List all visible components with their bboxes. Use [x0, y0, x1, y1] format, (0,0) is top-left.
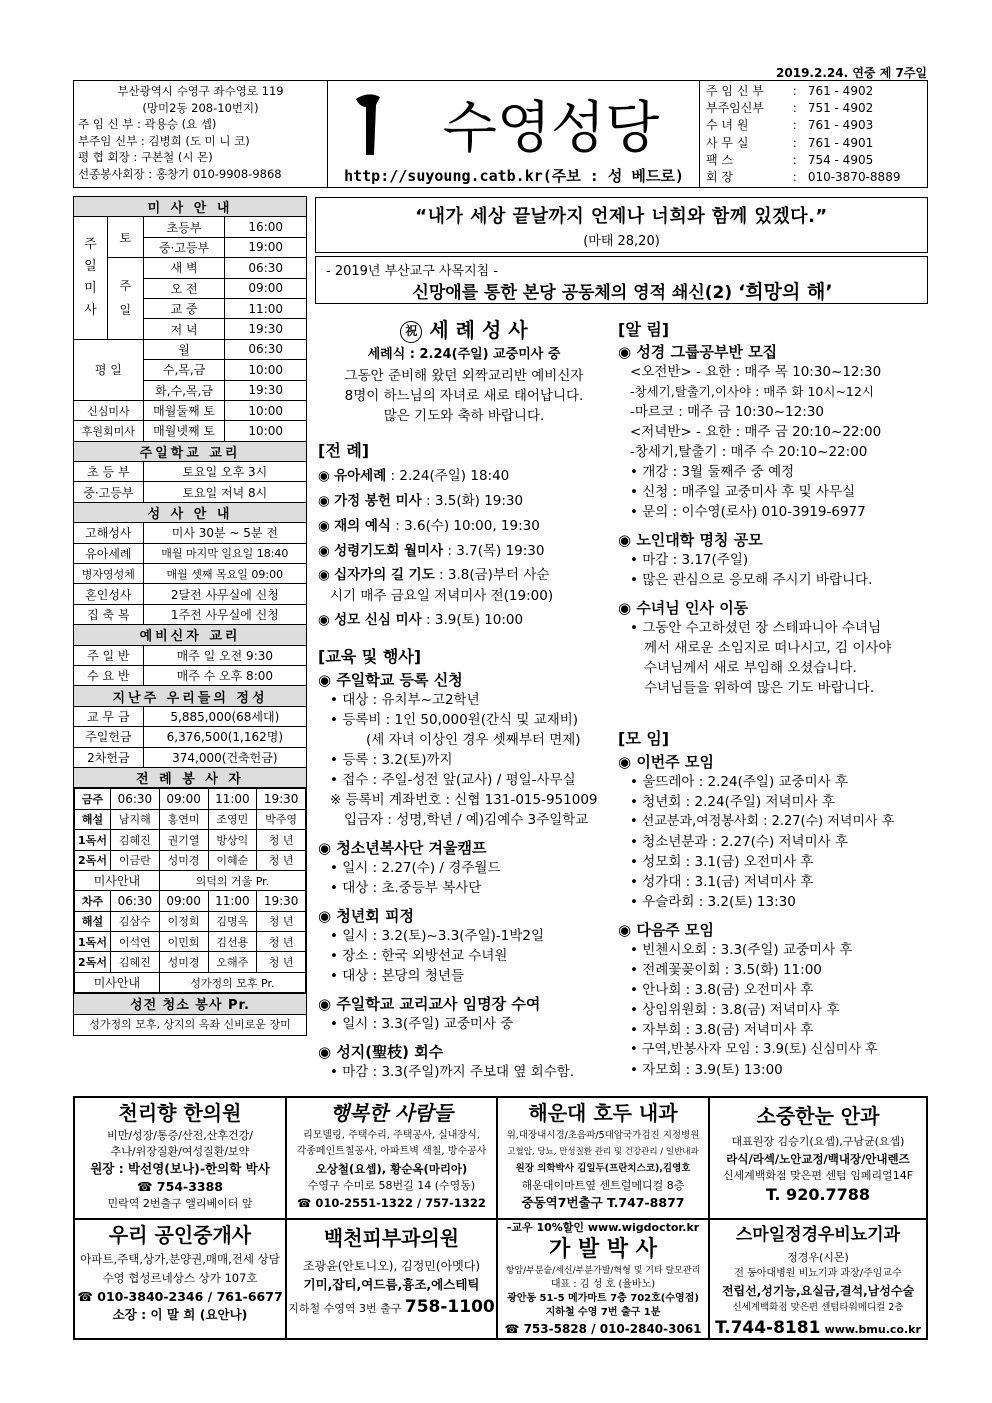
- servers-head: 06:30: [111, 891, 160, 911]
- edu-line: • 등록비 : 1인 50,000원(간식 및 교재비): [330, 712, 579, 728]
- meet-line: • 성모회 : 3.1(금) 오전미사 후: [630, 854, 814, 870]
- address-line: (망미2동 208-10번지): [142, 100, 259, 115]
- edu-line: 입금자 : 성명,학년 / 예)김예수 3주일학교: [344, 812, 589, 828]
- sacrament-name: 병자영성체: [74, 564, 144, 584]
- servers-head: 차주: [75, 891, 111, 911]
- servers-head: 09:00: [159, 891, 208, 911]
- ad-line: 고혈압, 당뇨, 만성질환 관리 및 건강관리 / 일반내과: [507, 1147, 699, 1157]
- server-name: 박주영: [257, 809, 306, 829]
- server-name: 방상익: [208, 830, 257, 850]
- ad-line: T. 920.7788: [765, 1185, 871, 1204]
- mass-day: 매월넷째 토: [143, 421, 225, 441]
- ad-wig: [497, 1219, 709, 1339]
- ad-eye-clinic: [709, 1097, 927, 1219]
- ad-clinic: [74, 1097, 286, 1219]
- edu-line: • 대상 : 유치부~고2학년: [330, 692, 480, 708]
- phone-row: 팩 스 ： 754 - 4905: [706, 152, 874, 167]
- server-name: 성미경: [159, 952, 208, 972]
- server-role: 1독서: [75, 830, 111, 850]
- ad-internal-medicine: [497, 1097, 709, 1219]
- servers-head: 19:30: [257, 789, 306, 809]
- server-name: 홍연미: [159, 809, 208, 829]
- sacrament-name: 고해성사: [74, 523, 144, 543]
- meet-line: • 청년회 : 2.24(주일) 저녁미사 후: [630, 794, 835, 810]
- ad-line: 라식/라섹/노안교정/백내장/안내렌즈: [726, 1152, 910, 1166]
- phone-row: 주 임 신 부 ： 761 - 4902: [706, 84, 874, 98]
- sacrament-info: 매월 마지막 일요일 18:40: [143, 543, 306, 563]
- sacrament-title: 성 사 안 내: [74, 502, 307, 522]
- ad-line: 광안동 51-5 메가마트 7층 702호(수영점): [507, 1293, 699, 1304]
- school-name: 중·고등부: [74, 482, 144, 502]
- notice-line: • 개강 : 3월 둘째주 중 예정: [630, 464, 795, 480]
- notice-line: 께서 새로운 소임지로 떠나시고, 김 이사야: [644, 640, 892, 656]
- title-block: [328, 81, 700, 187]
- cleaning-groups: 성가정의 모후, 상지의 옥좌 신비로운 장미: [74, 1014, 307, 1035]
- offering-name: 교 무 금: [74, 706, 144, 726]
- ad-title: 백천피부과의원: [323, 1226, 460, 1250]
- center-column: [318, 316, 610, 1082]
- mass-time: 11:00: [225, 298, 307, 318]
- address-line: 부산광역시 수영구 좌수영로 119: [117, 84, 284, 98]
- mass-time: 10:00: [225, 421, 307, 441]
- ad-line: 비만/성장/통증/산전,산후건강/: [107, 1129, 253, 1142]
- ad-title: 스마일정경우비뇨기과: [735, 1225, 901, 1245]
- edu-item: ◉ 주일학교 등록 신청: [318, 671, 463, 689]
- server-name: 이석연: [111, 932, 160, 952]
- mass-time: 19:30: [225, 380, 307, 400]
- class-time: 매주 일 오전 9:30: [143, 645, 306, 665]
- ad-line: 오상철(요셉), 황순옥(마리아): [315, 1162, 468, 1176]
- ad-realtor: [74, 1219, 286, 1339]
- staff-line: 평 협 회장 : 구본철 (시 몬): [78, 150, 213, 164]
- ad-line: 항암/부분숱/세신/부분가발/혁형 및 기타 탈모관리: [505, 1266, 701, 1276]
- mass-name: 화,수,목,금: [143, 380, 225, 400]
- ad-title: 행복한 사람들: [330, 1101, 453, 1125]
- sun-label: 주 일: [107, 258, 143, 340]
- liturgy-item: ◉ 가정 봉헌 미사 : 3.5(화) 19:30: [318, 493, 524, 509]
- meet-line: • 자부회 : 3.8(금) 저녁미사 후: [630, 1022, 814, 1038]
- notice-line: -창세기,탈출기,이사야 : 매주 화 10시~12시: [630, 384, 874, 399]
- class-name: 주 일 반: [74, 645, 144, 665]
- liturgy-item: ◉ 성령기도회 월미사 : 3.7(목) 19:30: [318, 543, 545, 559]
- edu-line: (세 자녀 이상인 경우 셋째부터 면제): [366, 732, 581, 748]
- mass-name: 수,목,금: [143, 360, 225, 380]
- weekday-label: 평 일: [74, 339, 144, 400]
- server-name: 청 년: [257, 911, 306, 931]
- pastoral-policy: [315, 256, 928, 304]
- ad-line: 지하철 수영역 3번 출구 758-1100: [288, 1297, 495, 1317]
- liturgy-item: ◉ 십자가의 길 기도 : 3.8(금)부터 사순: [318, 567, 550, 583]
- sunday-mass-label: 주 일 미 사: [74, 217, 108, 339]
- liturgy-title: [전 례]: [318, 441, 370, 460]
- notice-line: -창세기,탈출기 : 매주 수 20:10~22:00: [630, 444, 868, 460]
- ad-line: 전 동아대병원 비뇨기과 과장/주임교수: [734, 1268, 902, 1279]
- notice-line: • 많은 관심으로 응모해 주시기 바랍니다.: [630, 572, 873, 588]
- meet-line: • 빈첸시오회 : 3.3(주일) 교중미사 후: [630, 942, 853, 958]
- ad-line: ☎ 010-2551-1322 / 757-1322: [297, 1196, 486, 1210]
- mass-name: 저 녁: [143, 319, 225, 339]
- parish-url[interactable]: http://suyoung.catb.kr(주보 : 성 베드로): [344, 167, 684, 185]
- notice-item: ◉ 수녀님 인사 이동: [618, 599, 749, 617]
- ad-line: 원장 : 박선영(보나)-한의학 박사: [90, 1161, 270, 1176]
- notice-line: • 마감 : 3.17(주일): [630, 552, 749, 568]
- phone-row: 부주임신부 ： 751 - 4902: [706, 101, 874, 116]
- quote-text: “내가 세상 끝날까지 언제나 너희와 함께 있겠다.”: [415, 206, 828, 227]
- meet-title: [모 임]: [618, 729, 670, 748]
- parish-info: [74, 81, 328, 187]
- ad-line: 신세계백화점 맞은편 센텀 임페리얼14F: [722, 1169, 914, 1182]
- ad-line: 수영 협성르네상스 상가 107호: [102, 1271, 258, 1285]
- ad-line: ☎ 010-3840-2346 / 761-6677: [77, 1289, 283, 1304]
- school-time: 토요일 저녁 8시: [143, 482, 306, 502]
- right-column: [618, 318, 930, 1080]
- servers-head: 11:00: [208, 789, 257, 809]
- server-name: 김혜진: [111, 830, 160, 850]
- edu-line: • 일시 : 2.27(수) / 경주월드: [330, 860, 501, 876]
- servers-head: 금주: [75, 789, 111, 809]
- ad-line: 리모델링, 주택수리, 주택공사, 실내장식,: [303, 1130, 480, 1141]
- guide-group: 성가정의 모후 Pr.: [159, 972, 305, 992]
- offering-amount: 374,000(건축헌금): [143, 747, 306, 767]
- school-time: 토요일 오후 3시: [143, 462, 306, 482]
- class-time: 매주 수 오후 8:00: [143, 665, 306, 685]
- ad-line: 추나/위장질환/여성질환/보약: [110, 1145, 250, 1158]
- phone-row: 사 무 실 ： 761 - 4901: [706, 135, 874, 150]
- edu-line: • 장소 : 한국 외방선교 수녀원: [330, 948, 508, 964]
- baptism-when: 세례식 : 2.24(주일) 교중미사 중: [367, 347, 561, 362]
- ad-line: 중동역7번출구 T.747-8877: [521, 1195, 685, 1210]
- ad-line: 조광윤(안토니오), 김정민(아멧다): [302, 1259, 481, 1273]
- baptism-text: 많은 기도와 축하 바랍니다.: [383, 408, 545, 424]
- mass-name: 새 벽: [143, 258, 225, 278]
- issue-date: 2019.2.24. 연중 제 7주일: [776, 66, 927, 80]
- mass-time: 10:00: [225, 400, 307, 420]
- school-name: 초 등 부: [74, 462, 144, 482]
- edu-item: ◉ 청소년복사단 겨울캠프: [318, 839, 487, 857]
- meet-line: • 청소년분과 : 2.27(수) 저녁미사 후: [630, 834, 849, 850]
- server-name: 남지해: [111, 809, 160, 829]
- masthead: [73, 80, 928, 188]
- edu-line: • 일시 : 3.2(토)~3.3(주일)-1박2일: [330, 928, 545, 944]
- ad-line: 기미,잡티,여드름,흉조,에스테틱: [303, 1277, 480, 1292]
- servers-title: 전 례 봉 사 자: [74, 767, 307, 787]
- mass-name: 중·고등부: [143, 237, 225, 257]
- phone-row: 회 장 ： 010-3870-8889: [706, 170, 901, 185]
- edu-item: ◉ 성지(聖枝) 회수: [318, 1043, 444, 1061]
- mass-day: 매월둘째 토: [143, 400, 225, 420]
- phone-row: 수 녀 원 ： 761 - 4903: [706, 118, 874, 133]
- mass-time: 06:30: [225, 258, 307, 278]
- notice-title: [알 림]: [618, 320, 670, 339]
- servers-head: 06:30: [111, 789, 160, 809]
- sacrament-name: 집 축 복: [74, 604, 144, 624]
- ad-line: ☎ 753-5828 / 010-2840-3061: [504, 1322, 702, 1336]
- ad-line: 지하철 수영 7번 출구 1분: [545, 1307, 661, 1318]
- baptism-title: 祝 세 례 성 사: [318, 316, 610, 344]
- sat-label: 토: [107, 217, 143, 258]
- ad-title: 우리 공인중개사: [108, 1223, 252, 1247]
- meet-line: • 울뜨레아 : 2.24(주일) 교중미사 후: [630, 774, 849, 790]
- server-name: 청 년: [257, 850, 306, 870]
- ad-title: 가 발 박 사: [549, 1237, 657, 1262]
- edu-title: [교육 및 행사]: [318, 647, 422, 666]
- ad-line: 대표원장 김승기(요셉),구남균(요셉): [731, 1135, 905, 1148]
- edu-line: • 접수 : 주일-성전 앞(교사) / 평일-사무실: [330, 772, 576, 788]
- server-name: 김삼수: [111, 911, 160, 931]
- catechumen-title: 예비신자 교리: [74, 625, 307, 645]
- notice-line: • 그동안 수고하셨던 장 스테파니아 수녀님: [630, 620, 882, 636]
- meet-item: ◉ 이번주 모임: [618, 753, 714, 771]
- scripture-quote: [315, 197, 928, 253]
- mass-time: 06:30: [225, 339, 307, 359]
- edu-line: • 대상 : 초.중등부 복사단: [330, 880, 482, 896]
- liturgy-item: ◉ 성모 신심 미사 : 3.9(토) 10:00: [318, 612, 524, 628]
- class-name: 수 요 반: [74, 665, 144, 685]
- mass-time: 16:00: [225, 217, 307, 237]
- ad-line: 아파트,주택,상가,분양권,매매,전세 상담: [80, 1252, 280, 1266]
- notice-line: 수녀님들을 위하여 많은 기도 바랍니다.: [644, 680, 875, 696]
- edu-line: • 마감 : 3.3(주일)까지 주보대 옆 회수함.: [330, 1064, 575, 1080]
- ad-line: T.744-8181 www.bmu.co.kr: [715, 1318, 921, 1338]
- mass-title: 미 사 안 내: [74, 197, 307, 217]
- ad-interior: [286, 1097, 497, 1219]
- sacrament-info: 2달전 사무실에 신청: [143, 584, 306, 604]
- sacrament-name: 유아세례: [74, 543, 144, 563]
- mass-time: 10:00: [225, 360, 307, 380]
- ad-urology: [709, 1219, 927, 1339]
- mass-time: 19:00: [225, 237, 307, 257]
- contact-phones: [700, 81, 928, 187]
- server-name: 권기열: [159, 830, 208, 850]
- parish-logo: [346, 85, 686, 163]
- notice-line: <오전반> - 요한 : 매주 목 10:30~12:30: [630, 364, 882, 380]
- server-name: 성미경: [159, 850, 208, 870]
- mass-name: 교 중: [143, 298, 225, 318]
- meet-line: • 전례꽃꽂이회 : 3.5(화) 11:00: [630, 962, 822, 978]
- guide-label: 미사안내: [75, 870, 160, 890]
- server-name: 김명옥: [208, 911, 257, 931]
- ad-dermatology: [286, 1219, 497, 1339]
- guide-group: 의덕의 거울 Pr.: [159, 870, 305, 890]
- policy-top: - 2019년 부산교구 사목지침 -: [326, 264, 499, 279]
- notice-line: • 문의 : 이수영(로사) 010-3919-6977: [630, 504, 866, 520]
- server-name: 이민희: [159, 932, 208, 952]
- server-name: 김선용: [208, 932, 257, 952]
- servers-head: 19:30: [257, 891, 306, 911]
- server-name: 청 년: [257, 830, 306, 850]
- server-role: 1독서: [75, 932, 111, 952]
- ad-line: 위,대장내시경/초음파/5대암국가검진 지정병원: [506, 1130, 700, 1141]
- notice-line: <저녁반> - 요한 : 매주 금 20:10~22:00: [630, 424, 882, 440]
- edu-item: ◉ 청년회 피정: [318, 907, 414, 925]
- mass-name: 오 전: [143, 278, 225, 298]
- baptism-text: 그동안 준비해 왔던 외짝교리반 예비신자: [344, 368, 584, 384]
- mass-time: 19:30: [225, 319, 307, 339]
- server-role: 해설: [75, 911, 111, 931]
- server-name: 청 년: [257, 932, 306, 952]
- liturgy-item: ◉ 유아세례 : 2.24(주일) 18:40: [318, 468, 510, 484]
- ad-line: 원장 의학박사 김일두(프란치스코),김영호: [515, 1163, 691, 1174]
- notice-line: -마르코 : 매주 금 10:30~12:30: [630, 404, 824, 420]
- left-info-table: [73, 196, 307, 1036]
- ad-title: 소중한눈 안과: [756, 1104, 880, 1128]
- ad-title: 천리향 한의원: [118, 1101, 242, 1125]
- ad-line: 수영구 수미로 58번길 14 (수영동): [307, 1179, 476, 1192]
- edu-item: ◉ 주일학교 교리교사 임명장 수여: [318, 995, 541, 1013]
- server-name: 이정희: [159, 911, 208, 931]
- servers-head: 11:00: [208, 891, 257, 911]
- ad-line: -교우 10%할인 www.wigdoctor.kr: [506, 1221, 700, 1234]
- notice-item: ◉ 노인대학 명칭 공모: [618, 531, 763, 549]
- school-title: 주일학교 교리: [74, 441, 307, 461]
- mass-name: 후원회미사: [74, 421, 144, 441]
- servers-this-week: [74, 788, 306, 993]
- mass-time: 09:00: [225, 278, 307, 298]
- mass-name: 신심미사: [74, 400, 144, 420]
- server-name: 이금란: [111, 850, 160, 870]
- policy-main: 신망애를 통한 본당 공동체의 영적 쇄신(2) ‘희망의 해’: [412, 281, 833, 303]
- server-role: 2독서: [75, 952, 111, 972]
- notice-line: • 신청 : 매주일 교중미사 후 및 사무실: [630, 484, 856, 500]
- sacrament-info: 미사 30분 ~ 5분 전: [143, 523, 306, 543]
- edu-line: • 대상 : 본당의 청년들: [330, 968, 465, 984]
- liturgy-cont: 시기 매주 금요일 저녁미사 전(19:00): [330, 588, 554, 604]
- server-name: 오해주: [208, 952, 257, 972]
- offering-title: 지난주 우리들의 정성: [74, 686, 307, 706]
- ad-line: 신세계백화점 맞은편 센텀타워메디컬 2층: [732, 1302, 904, 1313]
- ad-line: 해운대이마트옆 센트럴메디컬 8층: [521, 1179, 685, 1192]
- ad-title: 해운대 호두 내과: [528, 1101, 678, 1125]
- staff-line: 선종봉사회장 : 홍창기 010-9908-9868: [78, 166, 282, 181]
- ad-line: 소장 : 이 말 희 (요안나): [112, 1307, 248, 1322]
- meet-line: • 자모회 : 3.9(토) 13:00: [630, 1062, 783, 1078]
- mass-name: 월: [143, 339, 225, 359]
- ad-line: 각종페인트칠공사, 아파트벽 색칠, 방수공사: [296, 1146, 487, 1157]
- ad-line: 정경우(시몬): [787, 1251, 849, 1264]
- offering-name: 주일헌금: [74, 727, 144, 747]
- notice-item: ◉ 성경 그룹공부반 모집: [618, 343, 778, 361]
- ad-line: 대표 : 김 성 호 (율바노): [550, 1279, 656, 1290]
- meet-line: • 구역,반봉사자 모임 : 3.9(토) 신심미사 후: [630, 1042, 878, 1057]
- servers-head: 09:00: [159, 789, 208, 809]
- logo-text: 수영성당: [442, 96, 660, 161]
- sacrament-name: 혼인성사: [74, 584, 144, 604]
- ad-line: 민락역 2번출구 앨리베이터 앞: [107, 1197, 253, 1210]
- guide-label: 미사안내: [75, 972, 160, 992]
- sacrament-info: 매월 셋째 목요일 09:00: [143, 564, 306, 584]
- edu-line: • 등록 : 3.2(토)까지: [330, 752, 453, 768]
- offering-amount: 5,885,000(68세대): [143, 706, 306, 726]
- meet-item: ◉ 다음주 모임: [618, 921, 714, 939]
- liturgy-item: ◉ 재의 예식 : 3.6(수) 10:00, 19:30: [318, 518, 540, 534]
- quote-ref: (마태 28,20): [583, 234, 660, 249]
- meet-line: • 선교분과,여정봉사회 : 2.27(수) 저녁미사 후: [630, 814, 895, 829]
- staff-line: 부주임 신부 : 김병희 (도 미 니 코): [78, 133, 250, 148]
- sacrament-info: 1주전 사무실에 신청: [143, 604, 306, 624]
- server-role: 해설: [75, 809, 111, 829]
- meet-line: • 성가대 : 3.1(금) 저녁미사 후: [630, 874, 814, 890]
- server-role: 2독서: [75, 850, 111, 870]
- server-name: 청 년: [257, 952, 306, 972]
- offering-amount: 6,376,500(1,162명): [143, 727, 306, 747]
- server-name: 이혜순: [208, 850, 257, 870]
- ad-line: 전립선,성기능,요실금,결석,남성수술: [721, 1284, 915, 1298]
- mass-name: 초등부: [143, 217, 225, 237]
- edu-line: ※ 등록비 계좌번호 : 신협 131-015-951009: [330, 792, 598, 808]
- meet-line: • 안나회 : 3.8(금) 오전미사 후: [630, 982, 814, 998]
- server-name: 조영민: [208, 809, 257, 829]
- server-name: 김혜진: [111, 952, 160, 972]
- staff-line: 주 임 신 부 : 곽용승 (요 셉): [78, 117, 217, 131]
- offering-name: 2차헌금: [74, 747, 144, 767]
- edu-line: • 일시 : 3.3(주일) 교중미사 중: [330, 1016, 514, 1032]
- meet-line: • 우슬라회 : 3.2(토) 13:30: [630, 894, 796, 910]
- meet-line: • 상임위원회 : 3.8(금) 저녁미사 후: [630, 1002, 840, 1018]
- cleaning-title: 성전 청소 봉사 Pr.: [74, 994, 307, 1014]
- advertisements: [73, 1096, 928, 1340]
- congrats-icon: 祝: [400, 321, 422, 343]
- notice-line: 수녀님께서 새로 부임해 오셨습니다.: [644, 660, 857, 676]
- ad-line: ☎ 754-3388: [137, 1179, 223, 1194]
- baptism-text: 8명이 하느님의 자녀로 새로 태어납니다.: [344, 388, 584, 404]
